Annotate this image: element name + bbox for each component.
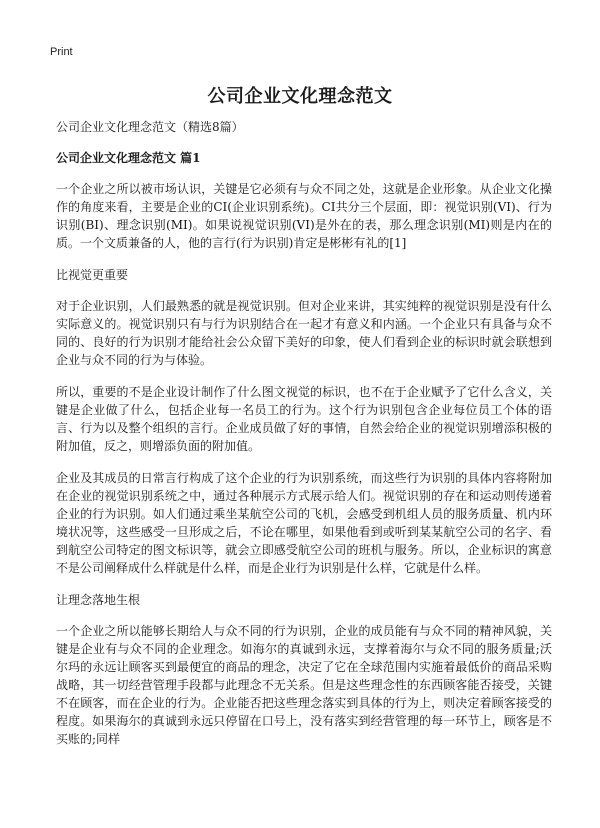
document-title: 公司企业文化理念范文 xyxy=(207,86,393,107)
subheading-concept: 让理念落地生根 xyxy=(56,593,141,607)
paragraph-2: 对于企业识别，人们最熟悉的就是视觉识别。但对企业来讲，其实纯粹的视觉识别是没有什么实际意义的。视觉识别只有与行为识别结合在一起才有意义和内涵。一个企业只有具备与众不同的、良好的行为识别才能给社会公众留下美好的印象，使人们看到企业的标识时就会联想到企业与众不同的行为与体验。 xyxy=(56,299,552,367)
paragraph-5: 一个企业之所以能够长期给人与众不同的行为识别，企业的成员能有与众不同的精神风貌，关键是企业有与众不同的企业理念。如海尔的真诚到永远，支撑着海尔与众不同的服务质量;沃尔玛的永远让顾客买到最便宜的商品的理念，决定了它在全球范围内实施着最低价的商品采购战略，其一切经营管理手段都与此理念不无关系。但是这些理念性的东西顾客能否接受，关键不在顾客，而在企业的行为。企业能否把这些理念落实到具体的行为上，则决定着顾客接受的程度。如果海尔的真诚到永远只停留在口号上，没有落实到经营管理的每一环节上，顾客是不买账的;同样 xyxy=(56,624,552,746)
print-label: Print xyxy=(50,46,73,58)
subheading-visual: 比视觉更重要 xyxy=(56,268,129,282)
paragraph-3: 所以，重要的不是企业设计制作了什么图文视觉的标识，也不在于企业赋予了它什么含义，关键是企业做了什么，包括企业每一名员工的行为。这个行为识别包含企业每位员工个体的语言、行为以及整个组织的言行。企业成员做了好的事情，自然会给企业的视觉识别增添积极的附加值，反之，则增添负面的附加值。 xyxy=(56,385,552,453)
document-subtitle: 公司企业文化理念范文（精选8篇） xyxy=(56,120,244,134)
paragraph-1: 一个企业之所以被市场认识，关键是它必须有与众不同之处，这就是企业形象。从企业文化操作的角度来看，主要是企业的CI(企业识别系统)。CI共分三个层面，即：视觉识别(VI)、行为识别(BI)、理念识别(MI)。如果说视觉识别(VI)是外在的表，那么理念识别(MI)则是内在的质。一个文质兼备的人，他的言行(行为识别)肯定是彬彬有礼的[1] xyxy=(56,182,552,250)
paragraph-4: 企业及其成员的日常言行构成了这个企业的行为识别系统，而这些行为识别的具体内容将附加在企业的视觉识别系统之中，通过各种展示方式展示给人们。视觉识别的存在和运动则传递着企业的行为识别。如人们通过乘坐某航空公司的飞机，会感受到机组人员的服务质量、机内环境状况等，这些感受一旦形成之后，不论在哪里，如果他看到或听到某某航空公司的名字、看到航空公司特定的图文标识等，就会立即感受航空公司的班机与服务。所以，企业标识的寓意不是公司阐释成什么样就是什么样，而是企业行为识别是什么样，它就是什么样。 xyxy=(56,471,552,575)
document-body xyxy=(56,118,552,762)
section-heading: 公司企业文化理念范文 篇1 xyxy=(56,151,201,165)
